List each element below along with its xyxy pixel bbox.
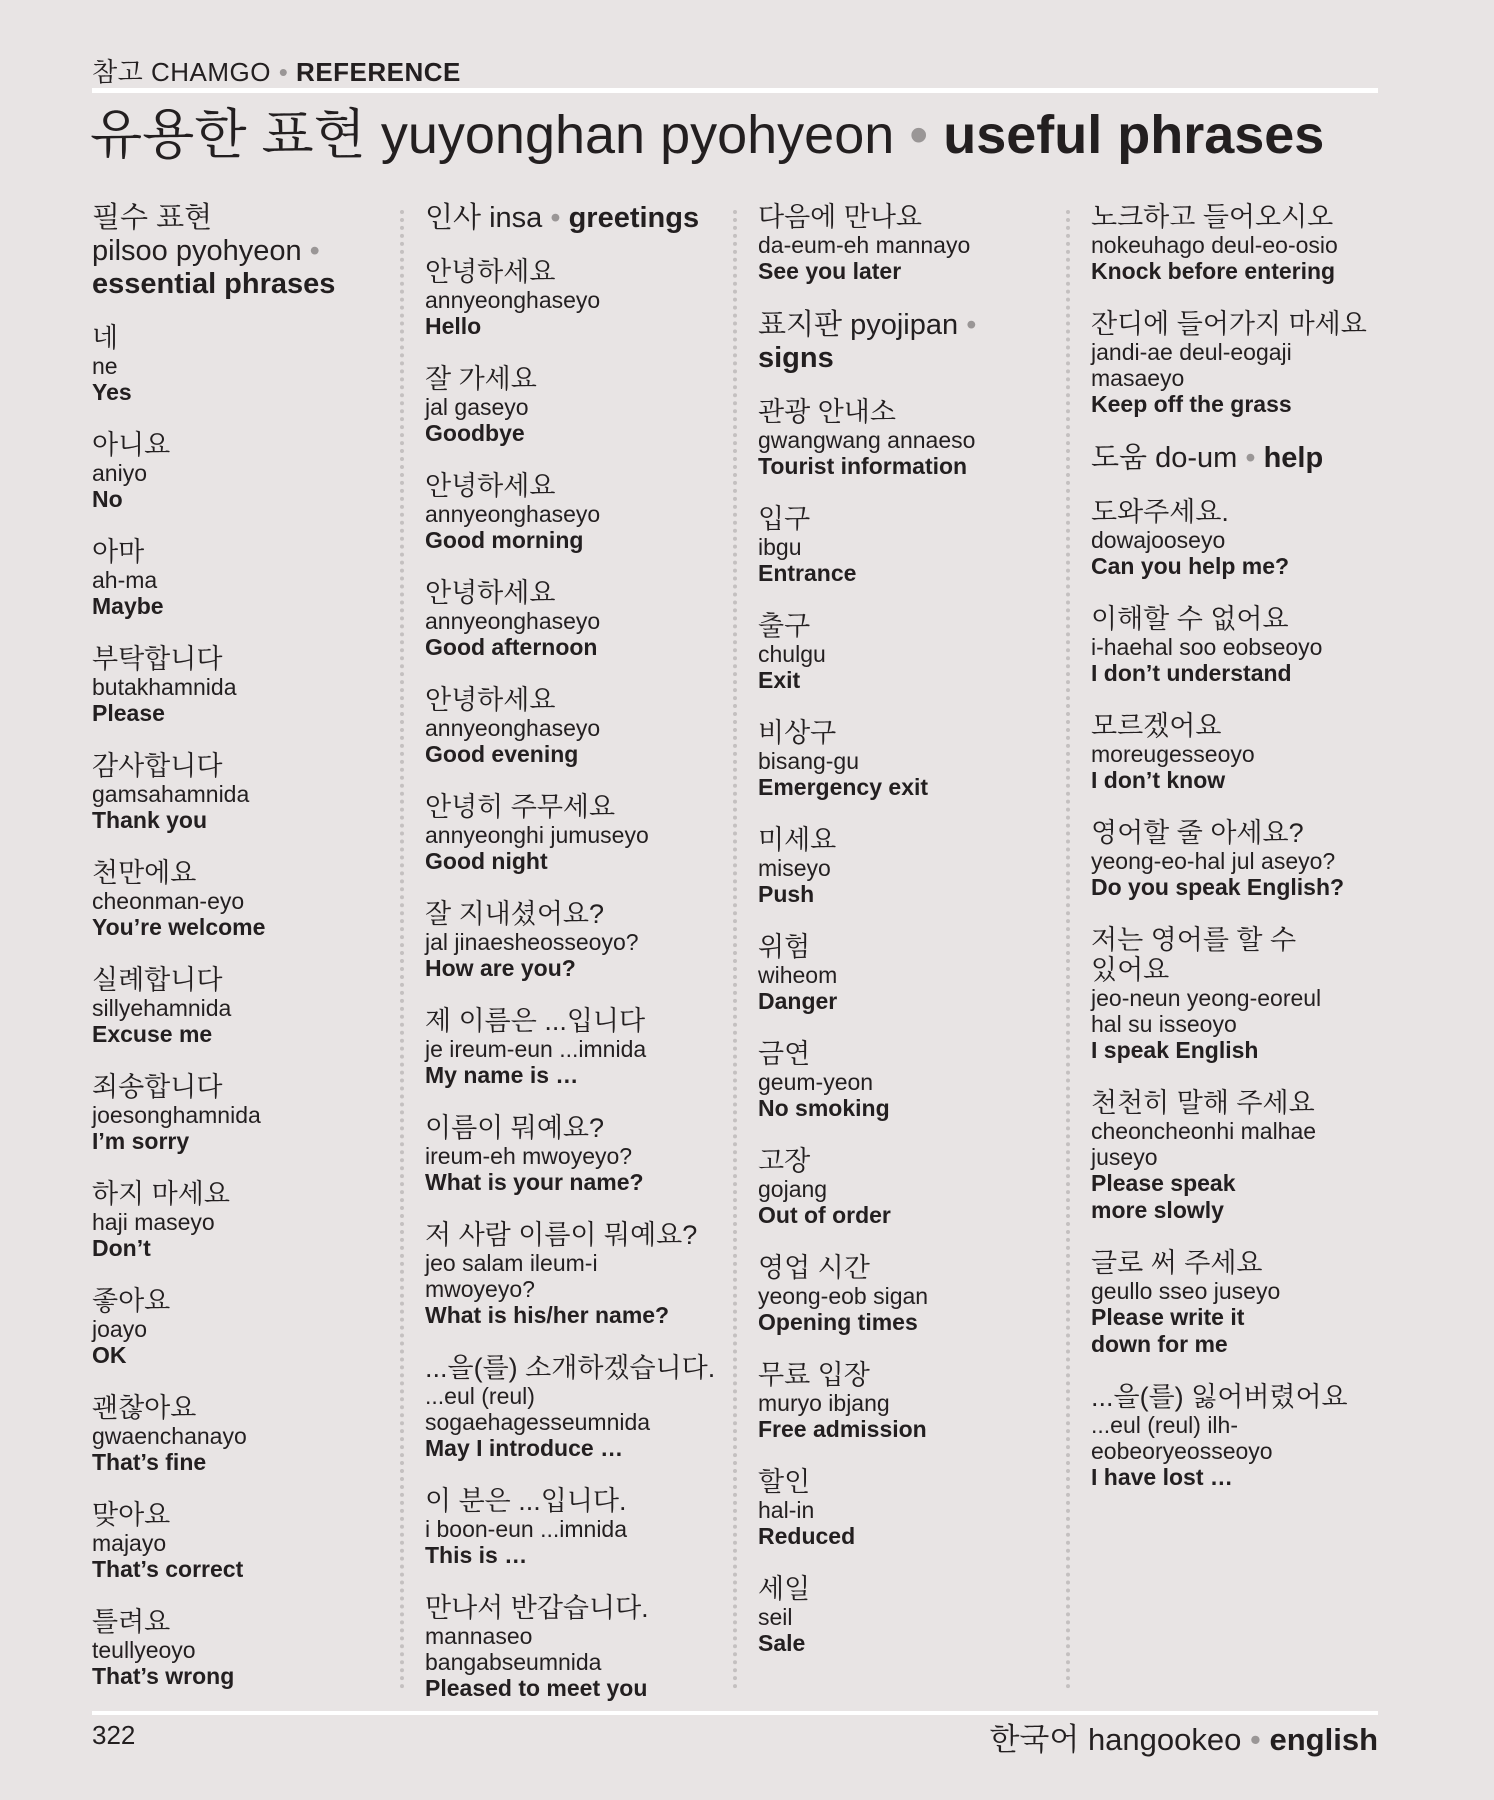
phrase-entry	[425, 899, 725, 982]
section-heading-en: help	[1263, 442, 1324, 474]
phrase-entry	[425, 1486, 725, 1569]
phrase-entry	[92, 1393, 392, 1476]
phrase-korean: 이름이 뭐예요?	[425, 1113, 605, 1143]
phrase-romanization: da-eum-eh mannayo	[758, 232, 971, 258]
phrase-romanization: gwaenchanayo	[92, 1423, 247, 1449]
phrase-entry	[92, 537, 392, 620]
phrase-romanization: i-haehal soo eobseoyo	[1091, 634, 1323, 660]
section-label-en: REFERENCE	[296, 57, 461, 87]
phrase-korean: 도와주세요.	[1091, 497, 1229, 527]
phrase-entry	[758, 1467, 1058, 1550]
phrase-english: Knock before entering	[1091, 258, 1336, 284]
phrase-korean: 죄송합니다	[92, 1072, 223, 1102]
phrase-english: Exit	[758, 667, 801, 693]
phrase-entry	[92, 644, 392, 727]
section-label-rom: CHAMGO	[150, 57, 271, 87]
phrase-korean: 할인	[758, 1467, 811, 1497]
phrase-romanization: seil	[758, 1604, 793, 1630]
phrase-english: Maybe	[92, 593, 164, 619]
section-label-ko: 참고	[92, 57, 144, 87]
phrase-korean: 천만에요	[92, 858, 197, 888]
phrase-entry	[758, 1574, 1058, 1657]
phrase-english: Pleased to meet you	[425, 1675, 648, 1701]
phrase-entry	[425, 578, 725, 661]
phrase-korean: 저는 영어를 할 수 있어요	[1091, 925, 1297, 985]
section-heading-rom-text: insa	[489, 202, 543, 234]
phrase-korean: 틀려요	[92, 1607, 171, 1637]
footer-ko: 한국어	[989, 1722, 1080, 1757]
phrase-romanization: annyeonghaseyo	[425, 608, 601, 634]
phrase-english: Hello	[425, 313, 482, 339]
phrase-english: That’s wrong	[92, 1663, 235, 1689]
phrase-romanization: jandi-ae deul-eogaji masaeyo	[1091, 339, 1292, 391]
phrase-romanization: joayo	[92, 1316, 147, 1342]
phrase-romanization: geullo sseo juseyo	[1091, 1278, 1281, 1304]
phrase-romanization: yeong-eo-hal jul aseyo?	[1091, 848, 1336, 874]
section-heading	[425, 202, 725, 235]
phrase-english: Good afternoon	[425, 634, 598, 660]
phrase-romanization: ah-ma	[92, 567, 158, 593]
section-heading	[1091, 442, 1391, 475]
phrase-entry	[758, 1360, 1058, 1443]
section-heading-rom	[92, 235, 392, 268]
phrase-english: Push	[758, 881, 815, 907]
page-title	[90, 92, 1324, 169]
phrase-english: Free admission	[758, 1416, 927, 1442]
section-heading-en: essential phrases	[92, 268, 336, 300]
phrase-korean: 안녕하세요	[425, 471, 556, 501]
phrase-english: See you later	[758, 258, 902, 284]
phrase-entry	[92, 965, 392, 1048]
phrase-english: Good evening	[425, 741, 579, 767]
section-heading-ko: 인사	[425, 202, 482, 234]
phrase-romanization: annyeonghi jumuseyo	[425, 822, 649, 848]
phrase-english: Good night	[425, 848, 548, 874]
phrase-entry	[1091, 497, 1391, 580]
phrase-english: Danger	[758, 988, 838, 1014]
phrase-entry	[758, 1253, 1058, 1336]
bullet-separator: •	[278, 57, 289, 87]
phrase-entry	[425, 792, 725, 875]
phrase-romanization: muryo ibjang	[758, 1390, 890, 1416]
phrase-korean: 영어할 줄 아세요?	[1091, 818, 1304, 848]
column-divider	[400, 210, 404, 1690]
phrase-korean: 입구	[758, 504, 811, 534]
phrase-entry	[92, 1607, 392, 1690]
phrase-entry	[92, 858, 392, 941]
phrase-romanization: i boon-eun ...imnida	[425, 1516, 628, 1542]
section-heading-rom	[1155, 442, 1255, 474]
phrase-entry	[1091, 711, 1391, 794]
phrase-romanization: miseyo	[758, 855, 831, 881]
section-heading-rom-text: pilsoo pyohyeon	[92, 235, 302, 267]
phrase-romanization: majayo	[92, 1530, 167, 1556]
phrase-entry	[92, 430, 392, 513]
section-heading-rom-text: do-um	[1155, 442, 1238, 474]
phrase-romanization: jal jinaesheosseoyo?	[425, 929, 639, 955]
phrase-korean: 괜찮아요	[92, 1393, 197, 1423]
phrase-entry	[92, 1072, 392, 1155]
phrase-romanization: joesonghamnida	[92, 1102, 261, 1128]
phrase-english: May I introduce …	[425, 1435, 624, 1461]
phrase-english: Emergency exit	[758, 774, 929, 800]
phrase-english: Entrance	[758, 560, 857, 586]
phrase-entry	[92, 1179, 392, 1262]
phrase-korean: 무료 입장	[758, 1360, 870, 1390]
bullet-separator: •	[909, 105, 929, 165]
section-heading-en: greetings	[568, 202, 700, 234]
phrase-entry	[758, 504, 1058, 587]
phrase-romanization: je ireum-eun ...imnida	[425, 1036, 647, 1062]
phrase-english: Opening times	[758, 1309, 918, 1335]
phrase-korean: 잘 지내셨어요?	[425, 899, 605, 929]
phrase-entry	[425, 471, 725, 554]
phrase-entry	[758, 1039, 1058, 1122]
section-heading-ko: 필수 표현	[92, 202, 213, 234]
phrase-entry	[425, 685, 725, 768]
phrase-korean: 관광 안내소	[758, 397, 896, 427]
phrase-entry	[425, 1006, 725, 1089]
phrase-column-1	[92, 202, 392, 1714]
phrase-english: Please speak more slowly	[1091, 1170, 1236, 1223]
phrase-korean: 미세요	[758, 825, 837, 855]
phrase-entry	[758, 932, 1058, 1015]
phrase-english: I don’t understand	[1091, 660, 1292, 686]
phrase-entry	[92, 1286, 392, 1369]
page-title-rom: yuyonghan pyohyeon	[380, 105, 895, 165]
phrase-english: Goodbye	[425, 420, 525, 446]
phrase-english: My name is …	[425, 1062, 579, 1088]
phrase-english: Yes	[92, 379, 132, 405]
phrase-english: Please	[92, 700, 165, 726]
phrase-english: This is …	[425, 1542, 528, 1568]
footer-language	[989, 1714, 1378, 1759]
phrase-english: I’m sorry	[92, 1128, 190, 1154]
phrase-english: I don’t know	[1091, 767, 1226, 793]
phrase-entry	[92, 323, 392, 406]
phrase-korean: 고장	[758, 1146, 811, 1176]
phrase-romanization: yeong-eob sigan	[758, 1283, 929, 1309]
footer-en: english	[1269, 1722, 1378, 1757]
phrase-english: No smoking	[758, 1095, 890, 1121]
phrase-english: How are you?	[425, 955, 576, 981]
phrase-romanization: annyeonghaseyo	[425, 715, 601, 741]
phrase-korean: 위험	[758, 932, 811, 962]
phrase-entry	[1091, 1248, 1391, 1358]
phrase-romanization: cheoncheonhi malhae juseyo	[1091, 1118, 1317, 1170]
phrase-korean: 비상구	[758, 718, 837, 748]
phrase-entry	[758, 718, 1058, 801]
phrase-entry	[1091, 1382, 1391, 1491]
phrase-romanization: annyeonghaseyo	[425, 287, 601, 313]
phrase-entry	[1091, 818, 1391, 901]
phrase-entry	[1091, 309, 1391, 418]
phrase-english: Please write it down for me	[1091, 1304, 1245, 1357]
phrase-romanization: sillyehamnida	[92, 995, 232, 1021]
phrase-entry	[1091, 925, 1391, 1064]
phrase-korean: 세일	[758, 1574, 811, 1604]
column-divider	[733, 210, 737, 1690]
phrase-romanization: moreugesseoyo	[1091, 741, 1255, 767]
section-heading-en: signs	[758, 342, 834, 374]
phrase-entry	[425, 1353, 725, 1462]
phrase-korean: 부탁합니다	[92, 644, 223, 674]
phrase-romanization: jal gaseyo	[425, 394, 529, 420]
phrase-korean: 안녕하세요	[425, 257, 556, 287]
phrase-entry	[425, 1220, 725, 1329]
phrase-korean: 만나서 반갑습니다.	[425, 1593, 649, 1623]
phrase-entry	[1091, 1088, 1391, 1224]
phrase-romanization: ne	[92, 353, 118, 379]
phrase-romanization: chulgu	[758, 641, 826, 667]
bullet-separator: •	[550, 202, 561, 234]
phrase-korean: 실례합니다	[92, 965, 223, 995]
phrase-korean: 아니요	[92, 430, 171, 460]
phrase-korean: ...을(를) 잃어버렸어요	[1091, 1382, 1348, 1412]
phrase-romanization: jeo salam ileum-i mwoyeyo?	[425, 1250, 598, 1302]
phrase-korean: 잘 가세요	[425, 364, 537, 394]
phrase-romanization: mannaseo bangabseumnida	[425, 1623, 602, 1675]
bullet-separator: •	[966, 309, 977, 341]
section-heading-rom	[850, 309, 976, 341]
phrase-korean: 다음에 만나요	[758, 202, 922, 232]
section-heading	[92, 202, 392, 301]
phrase-korean: 천천히 말해 주세요	[1091, 1088, 1315, 1118]
phrase-entry	[425, 364, 725, 447]
section-heading-ko: 표지판	[758, 309, 843, 341]
phrase-romanization: geum-yeon	[758, 1069, 874, 1095]
phrase-romanization: jeo-neun yeong-eoreul hal su isseoyo	[1091, 985, 1322, 1037]
phrase-english: I speak English	[1091, 1037, 1259, 1063]
section-heading-ko: 도움	[1091, 442, 1148, 474]
page-title-en: useful phrases	[943, 105, 1325, 165]
phrase-romanization: ...eul (reul) ilh- eobeoryeosseoyo	[1091, 1412, 1273, 1464]
column-divider	[1066, 210, 1070, 1690]
phrase-entry	[425, 1593, 725, 1702]
phrase-entry	[758, 1146, 1058, 1229]
phrase-english: Keep off the grass	[1091, 391, 1292, 417]
phrase-korean: 이해할 수 없어요	[1091, 604, 1289, 634]
phrase-english: Sale	[758, 1630, 806, 1656]
phrase-romanization: aniyo	[92, 460, 147, 486]
phrase-english: Excuse me	[92, 1021, 213, 1047]
phrase-korean: 제 이름은 ...입니다	[425, 1006, 646, 1036]
phrase-korean: 글로 써 주세요	[1091, 1248, 1263, 1278]
phrase-entry	[92, 1500, 392, 1583]
phrase-english: What is your name?	[425, 1169, 644, 1195]
phrase-romanization: hal-in	[758, 1497, 815, 1523]
phrase-korean: 저 사람 이름이 뭐예요?	[425, 1220, 698, 1250]
phrase-entry	[425, 257, 725, 340]
phrase-english: Do you speak English?	[1091, 874, 1345, 900]
section-heading-rom-text: pyojipan	[850, 309, 959, 341]
phrase-korean: 안녕히 주무세요	[425, 792, 616, 822]
bullet-separator: •	[309, 235, 320, 267]
section-heading	[758, 309, 1058, 375]
phrase-korean: 금연	[758, 1039, 811, 1069]
page-number: 322	[92, 1720, 136, 1750]
phrase-romanization: haji maseyo	[92, 1209, 215, 1235]
phrase-romanization: ireum-eh mwoyeyo?	[425, 1143, 633, 1169]
phrase-romanization: bisang-gu	[758, 748, 860, 774]
phrase-korean: 감사합니다	[92, 751, 223, 781]
phrase-korean: 안녕하세요	[425, 685, 556, 715]
phrase-english: OK	[92, 1342, 127, 1368]
phrase-english: Out of order	[758, 1202, 891, 1228]
phrase-korean: 하지 마세요	[92, 1179, 230, 1209]
phrase-korean: 안녕하세요	[425, 578, 556, 608]
phrase-korean: 잔디에 들어가지 마세요	[1091, 309, 1367, 339]
phrase-romanization: teullyeoyo	[92, 1637, 196, 1663]
section-heading-rom	[489, 202, 560, 234]
phrase-english: That’s fine	[92, 1449, 207, 1475]
phrase-entry	[758, 611, 1058, 694]
phrase-romanization: annyeonghaseyo	[425, 501, 601, 527]
phrase-romanization: nokeuhago deul-eo-osio	[1091, 232, 1338, 258]
phrase-romanization: cheonman-eyo	[92, 888, 245, 914]
phrase-korean: 아마	[92, 537, 145, 567]
phrase-english: Can you help me?	[1091, 553, 1290, 579]
phrase-english: Don’t	[92, 1235, 151, 1261]
phrase-entry	[758, 202, 1058, 285]
phrase-column-3	[758, 202, 1058, 1681]
phrase-english: No	[92, 486, 123, 512]
phrase-korean: 이 분은 ...입니다.	[425, 1486, 627, 1516]
phrase-english: Thank you	[92, 807, 208, 833]
phrase-korean: 노크하고 들어오시오	[1091, 202, 1334, 232]
phrase-english: What is his/her name?	[425, 1302, 670, 1328]
phrase-korean: 출구	[758, 611, 811, 641]
phrase-entry	[1091, 604, 1391, 687]
section-label	[92, 52, 461, 89]
phrase-entry	[1091, 202, 1391, 285]
phrase-english: Good morning	[425, 527, 584, 553]
phrase-korean: 좋아요	[92, 1286, 171, 1316]
phrase-korean: 모르겠어요	[1091, 711, 1222, 741]
phrase-korean: 네	[92, 323, 119, 353]
phrase-romanization: ...eul (reul) sogaehagesseumnida	[425, 1383, 651, 1435]
page-title-ko: 유용한 표현	[90, 105, 366, 165]
phrase-romanization: gwangwang annaeso	[758, 427, 976, 453]
phrase-romanization: wiheom	[758, 962, 838, 988]
phrase-korean: ...을(를) 소개하겠습니다.	[425, 1353, 716, 1383]
phrase-column-4	[1091, 202, 1391, 1515]
phrase-english: Tourist information	[758, 453, 968, 479]
phrase-romanization: gamsahamnida	[92, 781, 250, 807]
phrase-entry	[92, 751, 392, 834]
phrase-column-2	[425, 202, 725, 1726]
phrase-romanization: gojang	[758, 1176, 828, 1202]
phrase-romanization: dowajooseyo	[1091, 527, 1226, 553]
phrase-entry	[758, 397, 1058, 480]
phrase-english: Reduced	[758, 1523, 856, 1549]
phrase-english: I have lost …	[1091, 1464, 1233, 1490]
phrase-entry	[758, 825, 1058, 908]
bullet-separator: •	[1245, 442, 1256, 474]
phrase-romanization: butakhamnida	[92, 674, 237, 700]
phrase-korean: 영업 시간	[758, 1253, 870, 1283]
phrase-entry	[425, 1113, 725, 1196]
footer-rom: hangookeo	[1087, 1722, 1242, 1757]
phrase-korean: 맞아요	[92, 1500, 171, 1530]
phrase-english: You’re welcome	[92, 914, 266, 940]
phrase-romanization: ibgu	[758, 534, 802, 560]
bullet-separator: •	[1250, 1722, 1261, 1757]
phrase-english: That’s correct	[92, 1556, 244, 1582]
